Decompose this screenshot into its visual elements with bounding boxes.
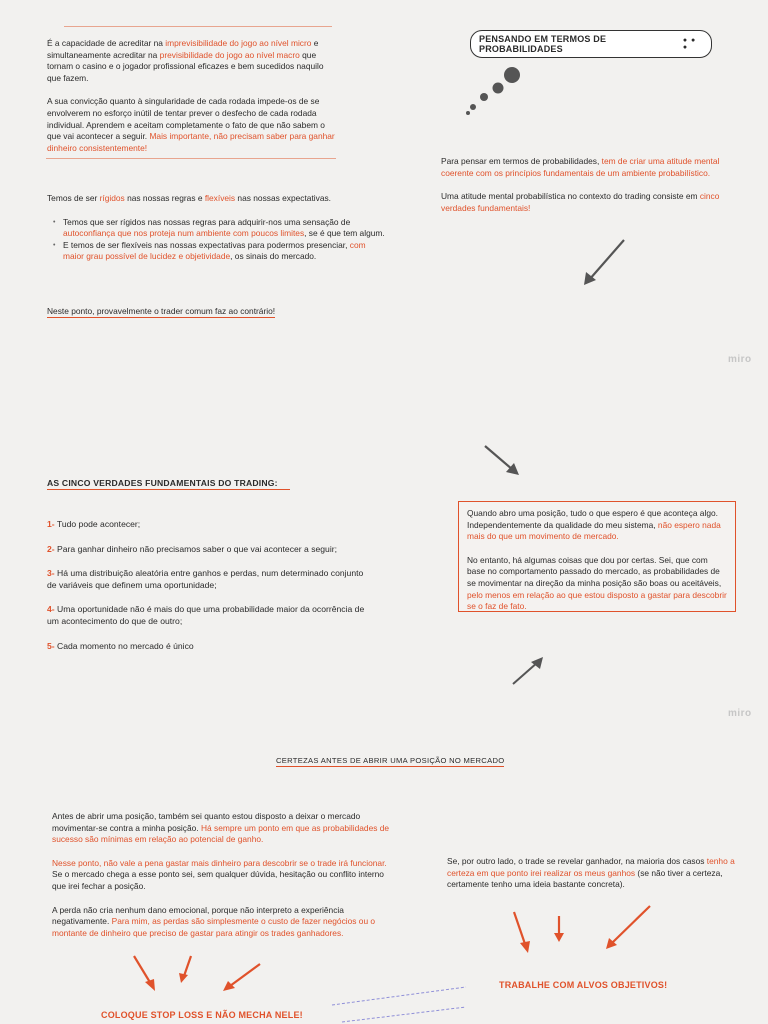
orange-arrows-targets-icon <box>508 904 658 958</box>
probability-paragraph-1: Para pensar em termos de probabilidades, tem de criar uma atitude mental coerente com os princípios fundamentais de um ambiente probabilístico. <box>441 156 720 178</box>
truth-item-1: 1- Tudo pode acontecer; <box>47 519 141 529</box>
certezas-paragraph-1: Antes de abrir uma posição, também sei quanto estou disposto a deixar o mercado movimentar-se contra a minha posição. Há sempre um ponto em que as probabilidades de sucesso são mínimas em relação ao potencial de ganho. <box>52 811 390 845</box>
intro-top-rule <box>64 26 332 27</box>
truth-item-4: 4- Uma oportunidade não é mais do que uma probabilidade maior da ocorrência de um acontecimento do que de outro; <box>47 604 365 626</box>
position-paragraph-1: Quando abro uma posição, tudo o que espero é que aconteça algo. Independentemente da qualidade do meu sistema, não espero nada mais do que um movimento de mercado. <box>467 508 721 542</box>
dashed-connectors <box>330 982 470 1024</box>
orange-arrows-stop-loss-icon <box>130 952 270 1004</box>
position-box <box>458 501 736 612</box>
probability-paragraph-2: Uma atitude mental probabilística no contexto do trading consiste em cinco verdades fundamentais! <box>441 191 720 213</box>
probability-text-block <box>441 156 746 214</box>
truth-item-2: 2- Para ganhar dinheiro não precisamos saber o que vai acontecer a seguir; <box>47 543 337 554</box>
targets-callout: TRABALHE COM ALVOS OBJETIVOS! <box>499 980 668 990</box>
arrow-down-right-icon <box>482 443 524 479</box>
truth-item-5: 5- Cada momento no mercado é único <box>47 640 194 651</box>
rigid-lead: Temos de ser rígidos nas nossas regras e flexíveis nas nossas expectativas. <box>47 193 331 203</box>
truths-title: AS CINCO VERDADES FUNDAMENTAIS DO TRADING: <box>47 478 290 488</box>
intro-bottom-rule <box>46 158 336 159</box>
rigid-bullet-1: • Temos que ser rígidos nas nossas regras para adquirir-nos uma sensação de autoconfiança que nos proteja num ambiente com poucos limites, se é que tem algum. <box>47 217 387 240</box>
truths-list <box>47 519 367 652</box>
intro-text-block <box>47 38 337 154</box>
truth-item-3: 3- Há uma distribuição aleatória entre ganhos e perdas, num determinado conjunto de variáveis que definem uma oportunidade; <box>47 568 364 590</box>
certezas-left-block <box>52 811 392 939</box>
rigid-flexible-block <box>47 193 387 263</box>
certezas-right-paragraph: Se, por outro lado, o trade se revelar ganhador, na maioria dos casos tenho a certeza em que ponto irei realizar os meus ganhos (se não tiver a certeza, certamente tenho uma ideia bastante concreta). <box>447 856 735 890</box>
bubble-title: PENSANDO EM TERMOS DE PROBABILIDADES <box>479 34 607 54</box>
certezas-right-block <box>447 856 752 891</box>
position-paragraph-2: No entanto, há algumas coisas que dou por certas. Sei, que com base no comportamento passado do mercado, as probabilidades de se movimentar na direção da minha posição são boas ou aceitáveis, pelo menos em relação ao que estou disposto a gastar para descobrir se o faz de fato. <box>467 554 727 612</box>
certezas-paragraph-3: A perda não cria nenhum dano emocional, porque não interpreto a experiência negativamente. Para mim, as perdas são simplesmente o custo de fazer negócios ou o montante de dinheiro que preciso de gastar para atingir os trades ganhadores. <box>52 904 376 938</box>
stop-loss-callout: COLOQUE STOP LOSS E NÃO MECHA NELE! <box>101 1010 303 1020</box>
certezas-paragraph-2: Nesse ponto, não vale a pena gastar mais dinheiro para descobrir se o trade irá funcionar. Se o mercado chega a esse ponto sei, sem qualquer dúvida, hesitação ou conflito interno que irei fechar a posição. <box>52 857 387 891</box>
arrow-down-left-icon <box>580 236 630 288</box>
miro-watermark-1: miro <box>728 354 752 365</box>
trader-note: Neste ponto, provavelmente o trader comum faz ao contrário! <box>47 306 276 316</box>
miro-watermark-2: miro <box>728 708 752 719</box>
bubble-dots: ● ● ● <box>682 37 697 51</box>
arrow-up-right-icon <box>510 654 546 688</box>
rigid-bullet-2: • E temos de ser flexíveis nas nossas expectativas para podermos presenciar, com maior grau possível de lucidez e objetividade, os sinais do mercado. <box>47 240 387 263</box>
intro-paragraph-1: É a capacidade de acreditar na imprevisibilidade do jogo ao nível micro e simultaneamente acreditar na previsibilidade do jogo ao nível macro que tornam o casino e o jogador profissional eficazes e bem sucedidos naquilo que fazem. <box>47 38 324 83</box>
intro-paragraph-2: A sua convicção quanto à singularidade de cada rodada impede-os de se envolverem no esforço inútil de tentar prever o desfecho de cada rodada individual. Aprendem e aceitam completamente o fato de que não sabem o que vai acontecer a seguir. Mais importante, não precisam saber para ganhar dinheiro consistentemente! <box>47 96 335 153</box>
certezas-title: CERTEZAS ANTES DE ABRIR UMA POSIÇÃO NO MERCADO <box>276 756 505 765</box>
thought-bubble-circles <box>460 54 530 118</box>
